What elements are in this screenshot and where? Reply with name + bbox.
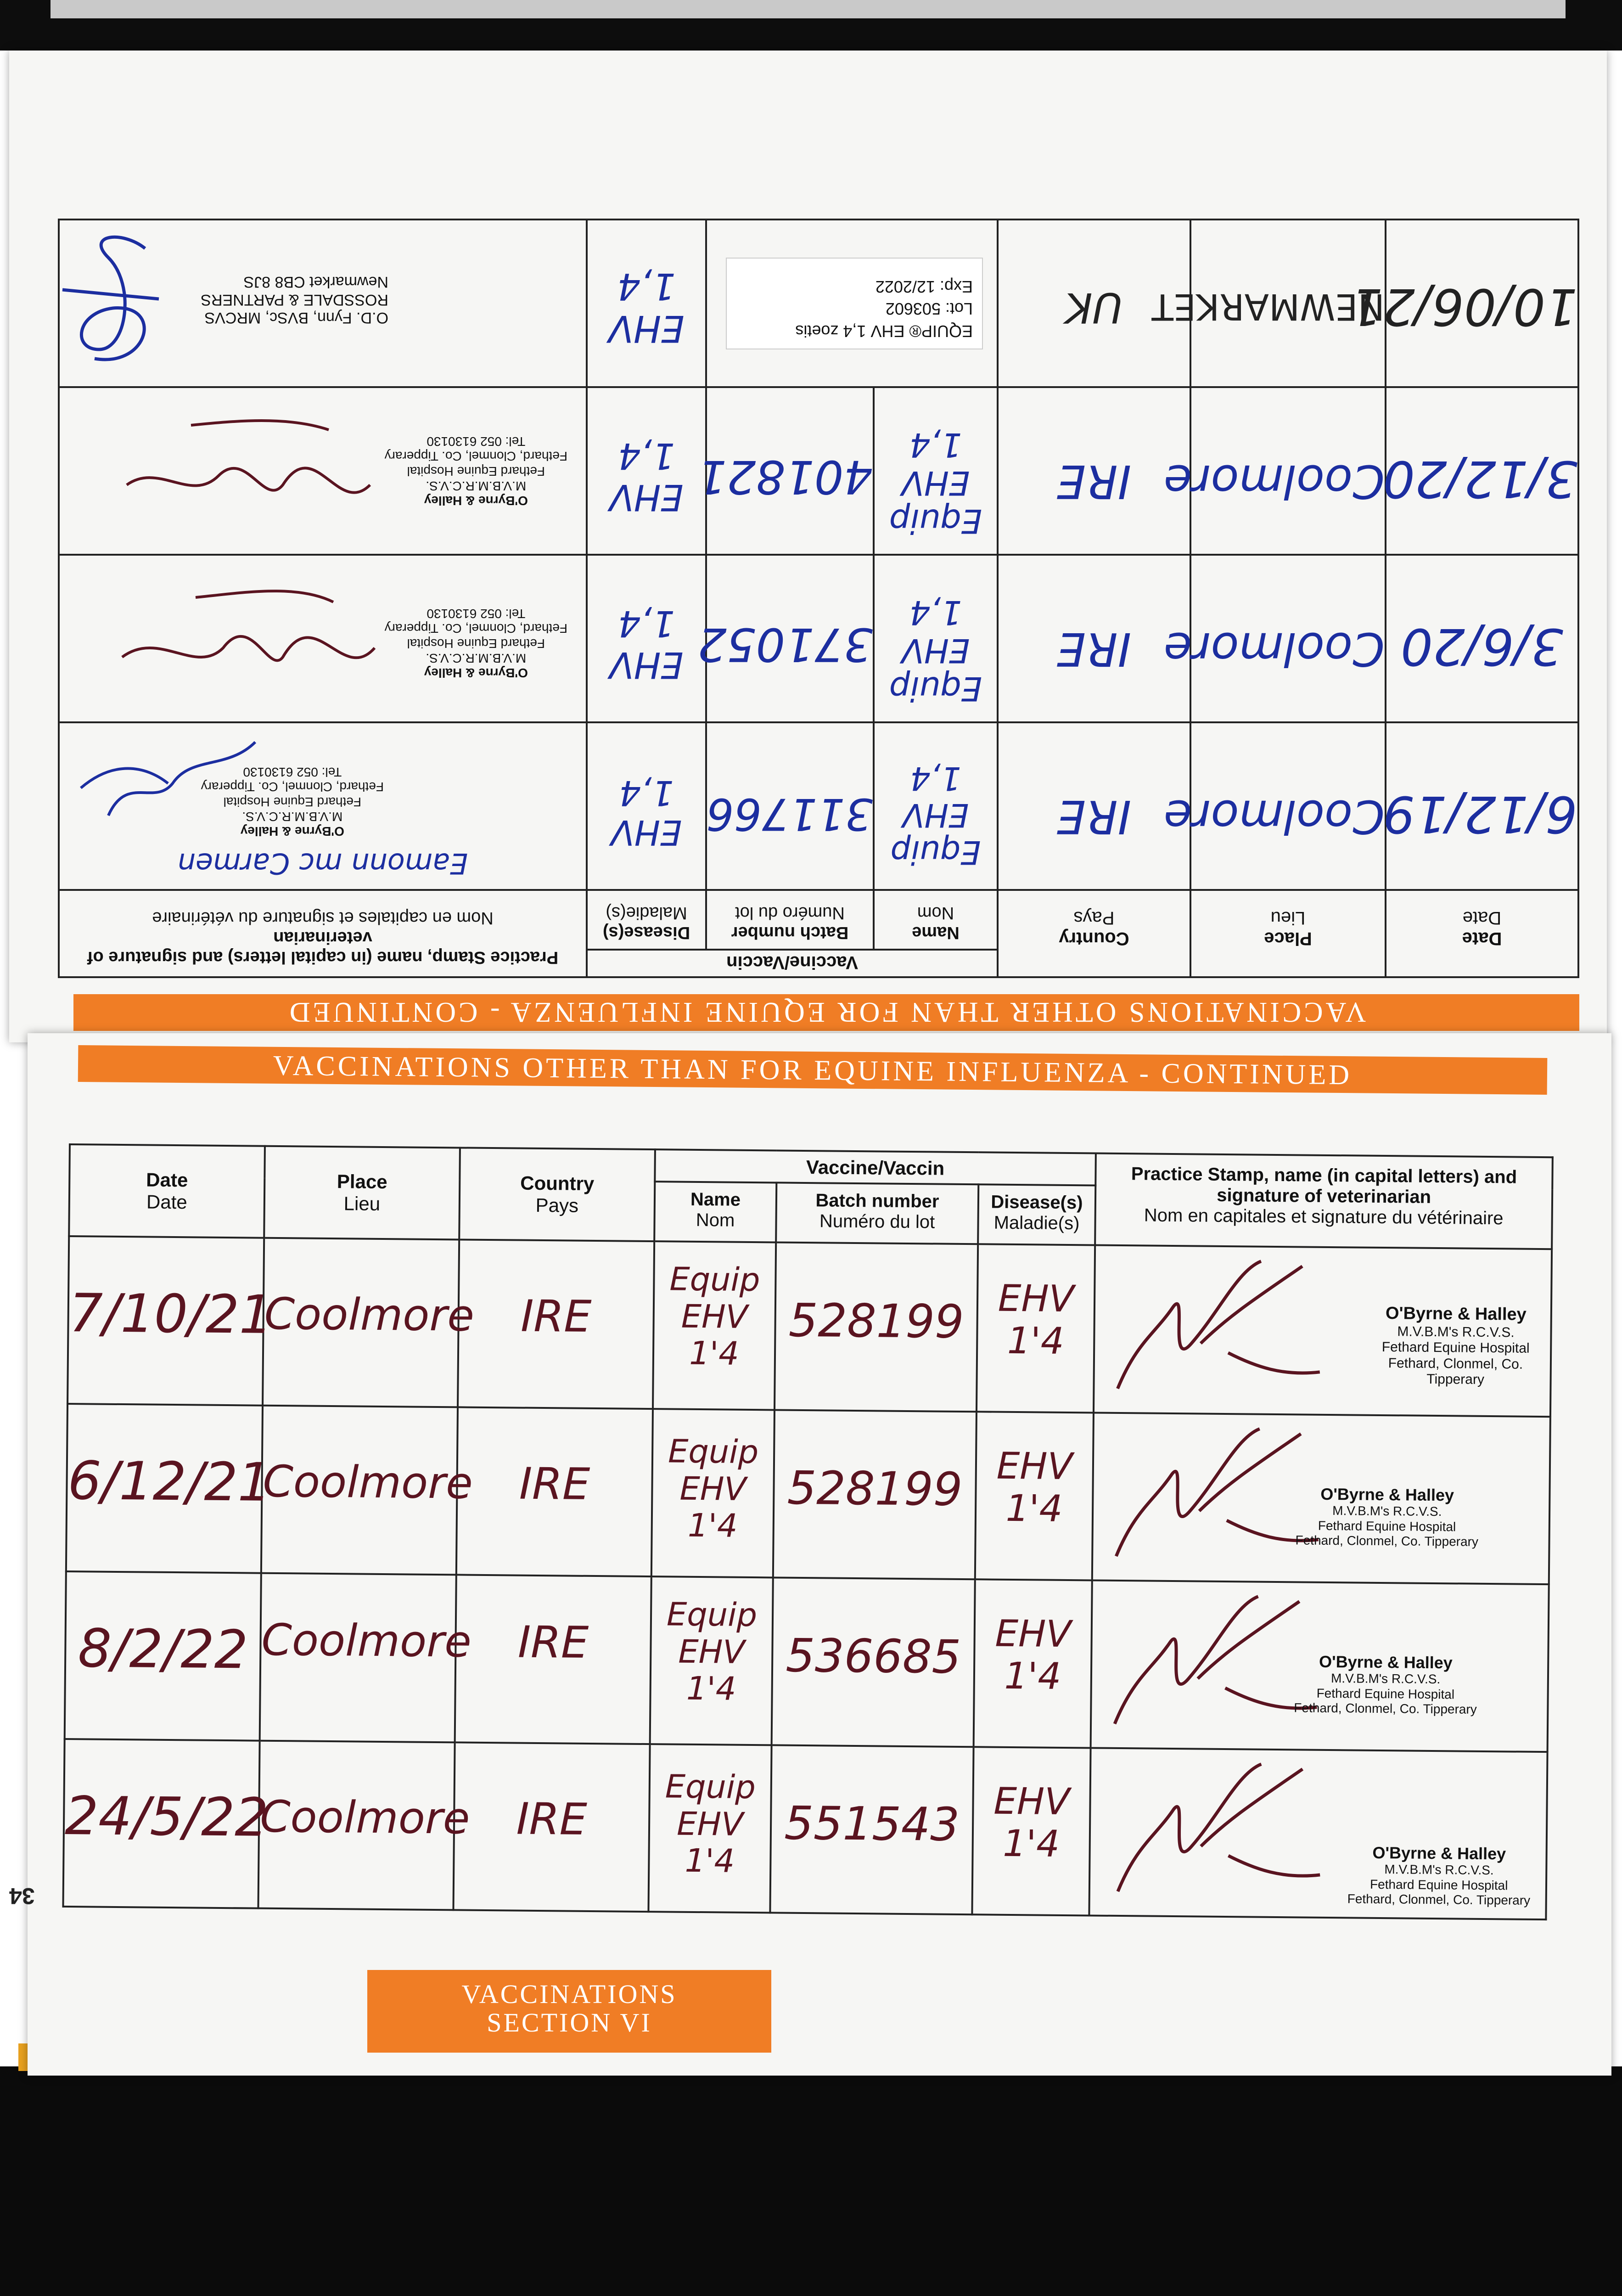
header-name: Name Nom: [874, 890, 998, 950]
entry-disease: EHV 1,4: [587, 387, 706, 555]
entry-place: Coolmore: [260, 1573, 456, 1743]
entry-vaccine-sticker: [706, 219, 998, 387]
entry-country: IRE: [458, 1239, 654, 1409]
table-row: [63, 1739, 1547, 1919]
table-row: [59, 555, 1578, 722]
vet-signature: [72, 733, 264, 834]
entry-vet-stamp: [1089, 1748, 1547, 1919]
vaccine-sticker: EQUIP® EHV 1,4 zoetis Lot: 503602 Exp: 12/2022: [726, 258, 983, 349]
entry-disease: EHV 1,4: [587, 722, 706, 890]
header-practice-stamp: Practice Stamp, name (in capital letters) and signature of veterinarian Nom en capitales et signature du vétérinaire: [1095, 1154, 1553, 1249]
entry-vet-stamp: [1094, 1245, 1552, 1417]
bottom-page: [9, 1033, 1611, 2076]
header-place: Place Lieu: [264, 1146, 460, 1240]
entry-date: 8/2/22: [65, 1571, 261, 1741]
top-page-rotated-content: [9, 51, 1607, 1042]
entry-vaccine-name: Equip EHV 1,4: [874, 387, 998, 555]
header-disease: Disease(s) Maladie(s): [978, 1184, 1095, 1245]
entry-country: IRE: [998, 387, 1190, 555]
entry-place: Coolmore: [1190, 555, 1386, 722]
vet-name: Eamonn mc Carmen: [177, 847, 468, 880]
entry-batch: 371052: [706, 555, 874, 722]
top-vaccination-table: [58, 219, 1579, 978]
entry-vet-stamp: [59, 219, 587, 387]
header-place: Place Lieu: [1190, 890, 1386, 977]
table-row: [59, 387, 1578, 555]
scan-top-edge-highlight: [51, 0, 1566, 18]
vet-signature: [58, 225, 177, 377]
table-row: [59, 722, 1578, 890]
header-name: Name Nom: [654, 1182, 776, 1242]
header-vaccine: Vaccine/Vaccin: [655, 1149, 1096, 1185]
practice-stamp: O'Byrne & Halley M.V.B.M's R.C.V.S. Fethard Equine Hospital Fethard, Clonmel, Co. Tipperary: [1381, 1304, 1530, 1388]
entry-country: IRE: [456, 1407, 653, 1576]
entry-place: Coolmore: [1190, 387, 1386, 555]
entry-disease: EHV 1,4: [587, 555, 706, 722]
section-label: VACCINATIONS SECTION VI: [367, 1970, 771, 2053]
practice-stamp: O.D. Fynn, BVSc, MRCVS ROSSDALE & PARTNERS Newmarket CB8 8JS: [201, 273, 388, 326]
entry-vaccine-name: Equip EHV 1,4: [874, 722, 998, 890]
entry-date: 7/10/21: [67, 1236, 264, 1406]
entry-disease: EHV 1'4: [975, 1412, 1094, 1580]
practice-stamp: O'Byrne & Halley M.V.B.M.R.C.V.S. Fethard Equine Hospital Fethard, Clonmel, Co. Tipperary Tel: 052 6130130: [384, 434, 567, 508]
entry-vet-stamp: [59, 387, 587, 555]
vet-signature: [113, 565, 388, 703]
table-row: [65, 1571, 1549, 1752]
entry-vet-stamp: [59, 722, 587, 890]
entry-place: NEWMARKET: [1190, 219, 1386, 387]
header-batch: Batch number Numéro du lot: [706, 890, 874, 950]
entry-batch: 528199: [775, 1242, 978, 1412]
entry-vaccine-name: Equip EHV 1'4: [651, 1409, 775, 1577]
vet-signature: [1109, 1754, 1340, 1902]
practice-stamp: O'Byrne & Halley M.V.B.M's R.C.V.S. Fethard Equine Hospital Fethard, Clonmel, Co. Tipperary: [1294, 1652, 1477, 1716]
vet-signature: [113, 398, 388, 535]
entry-place: Coolmore: [261, 1406, 458, 1575]
header-country: Country Pays: [998, 890, 1190, 977]
header-practice-stamp: Practice Stamp, name (in capital letters) and signature of veterinarian Nom en capitales et signature du vétérinaire: [59, 890, 587, 977]
bottom-vaccination-table: [62, 1143, 1553, 1920]
entry-batch: 528199: [773, 1410, 977, 1579]
table-row: [59, 219, 1578, 387]
entry-batch: 401821: [706, 387, 874, 555]
entry-disease: EHV 1'4: [977, 1244, 1095, 1412]
top-page: [9, 51, 1607, 1042]
entry-country: UK: [998, 219, 1190, 387]
entry-vet-stamp: [1092, 1412, 1550, 1584]
entry-date: 3/6/20: [1386, 555, 1578, 722]
header-date: Date Date: [1386, 890, 1578, 977]
entry-vet-stamp: [1091, 1580, 1549, 1752]
entry-vaccine-name: Equip EHV 1,4: [874, 555, 998, 722]
table-row: [66, 1404, 1550, 1584]
entry-place: Coolmore: [258, 1741, 455, 1910]
practice-stamp: O'Byrne & Halley M.V.B.M.R.C.V.S. Fethard Equine Hospital Fethard, Clonmel, Co. Tipperary Tel: 052 6130130: [201, 765, 384, 838]
top-banner: VACCINATIONS OTHER THAN FOR EQUINE INFLUENZA - CONTINUED: [73, 994, 1579, 1031]
scan-bottom-edge: [0, 2066, 1622, 2296]
entry-date: 10/06/21: [1386, 219, 1578, 387]
entry-disease: EHV 1'4: [974, 1579, 1092, 1748]
entry-country: IRE: [455, 1575, 651, 1744]
practice-stamp: O'Byrne & Halley M.V.B.M's R.C.V.S. Fethard Equine Hospital Fethard, Clonmel, Co. Tipperary: [1347, 1843, 1531, 1908]
entry-country: IRE: [453, 1742, 650, 1912]
entry-date: 3/12/20: [1386, 387, 1578, 555]
bottom-banner: VACCINATIONS OTHER THAN FOR EQUINE INFLUENZA - CONTINUED: [78, 1045, 1548, 1095]
practice-stamp: O'Byrne & Halley M.V.B.M.R.C.V.S. Fethard Equine Hospital Fethard, Clonmel, Co. Tipperary Tel: 052 6130130: [384, 607, 567, 680]
page-number: 34: [9, 1883, 35, 1909]
entry-date: 24/5/22: [63, 1739, 259, 1908]
entry-disease: EHV 1'4: [972, 1747, 1090, 1915]
header-date: Date Date: [69, 1144, 265, 1238]
entry-vet-stamp: [59, 555, 587, 722]
practice-stamp: O'Byrne & Halley M.V.B.M's R.C.V.S. Fethard Equine Hospital Fethard, Clonmel, Co. Tipperary: [1295, 1484, 1479, 1549]
entry-vaccine-name: Equip EHV 1'4: [650, 1576, 773, 1745]
entry-batch: 311766: [706, 722, 874, 890]
entry-date: 6/12/19: [1386, 722, 1578, 890]
header-country: Country Pays: [459, 1148, 655, 1241]
entry-vaccine-name: Equip EHV 1'4: [648, 1744, 771, 1913]
entry-vaccine-name: Equip EHV 1'4: [653, 1241, 776, 1410]
entry-place: Coolmore: [263, 1238, 459, 1407]
entry-country: IRE: [998, 555, 1190, 722]
entry-disease: EHV 1,4: [587, 219, 706, 387]
table-row: [67, 1236, 1552, 1417]
header-vaccine: Vaccine/Vaccin: [587, 950, 998, 977]
entry-date: 6/12/21: [66, 1404, 263, 1573]
entry-batch: 536685: [772, 1577, 975, 1747]
header-batch: Batch number Numéro du lot: [776, 1182, 978, 1244]
vet-signature: [1108, 1251, 1339, 1400]
entry-batch: 551543: [770, 1745, 973, 1914]
header-disease: Disease(s) Maladie(s): [587, 890, 706, 950]
entry-place: Coolmore: [1190, 722, 1386, 890]
entry-country: IRE: [998, 722, 1190, 890]
